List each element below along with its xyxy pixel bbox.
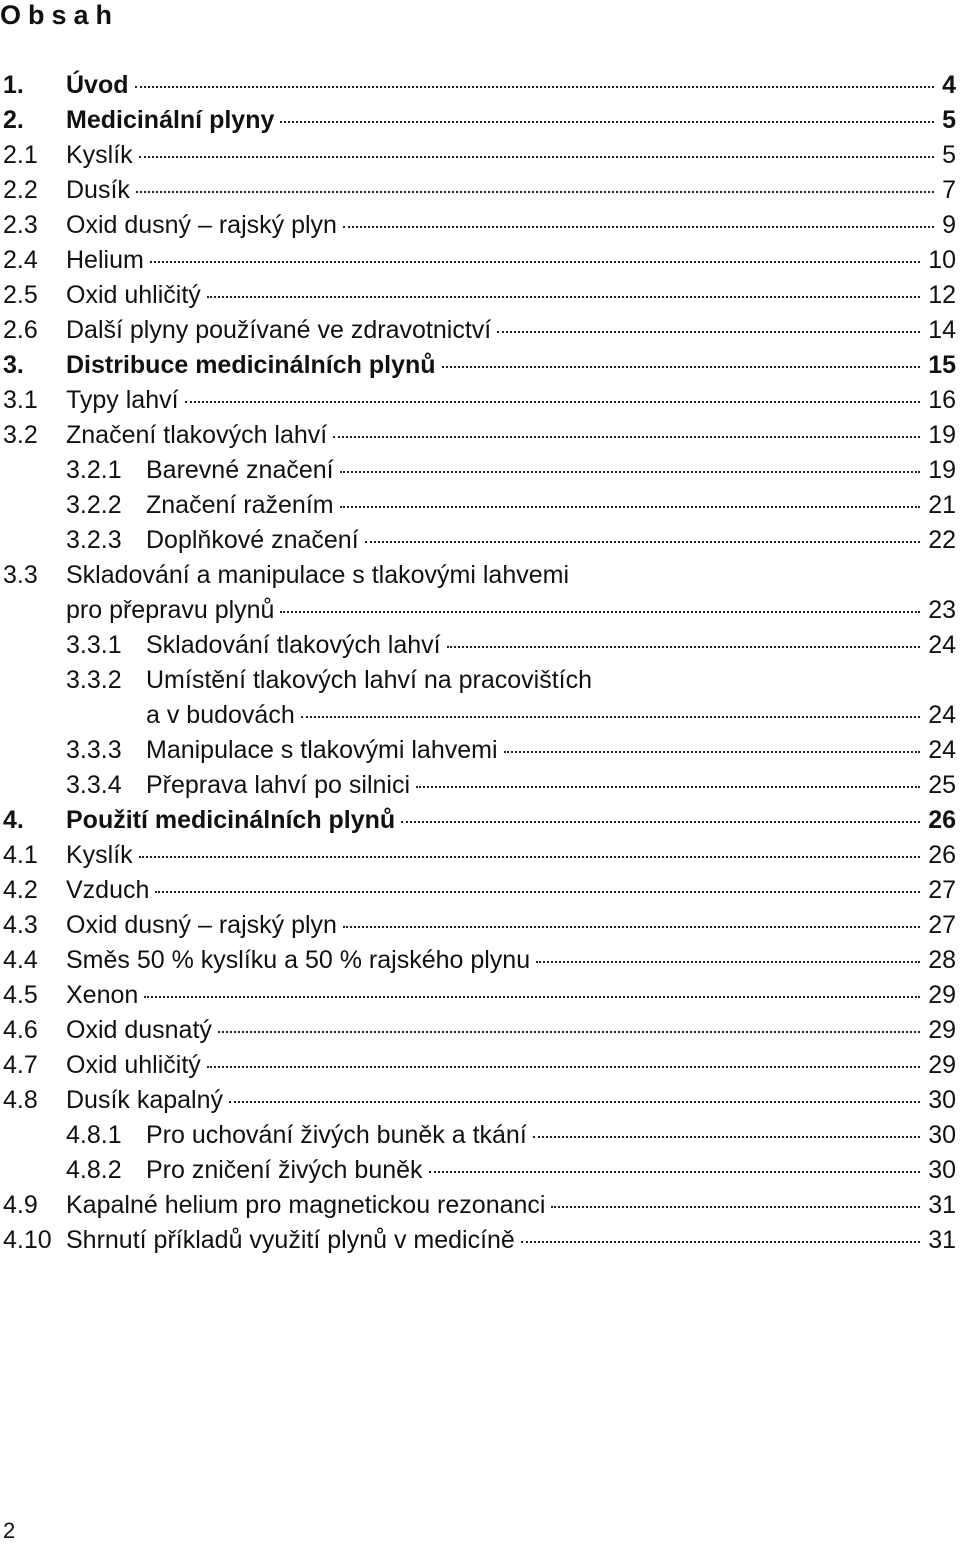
toc-entry-title: Oxid uhličitý <box>66 1048 207 1083</box>
dot-leader <box>343 226 934 228</box>
toc-entry-page: 22 <box>928 526 956 554</box>
toc-entry-number: 4.9 <box>3 1191 38 1219</box>
dot-leader <box>442 366 921 368</box>
toc-entry-number: 3.3 <box>3 561 38 589</box>
toc-entry[interactable] <box>0 138 956 173</box>
toc-entry-page: 21 <box>928 491 956 519</box>
toc-entry-title: Značení tlakových lahví <box>66 418 333 453</box>
toc-entry-page: 26 <box>928 841 956 869</box>
toc-entry[interactable] <box>0 348 956 383</box>
toc-entry-title: Doplňkové značení <box>146 523 365 558</box>
toc-entry-title: Kapalné helium pro magnetickou rezonanci <box>66 1188 551 1223</box>
toc-entry-page: 26 <box>928 806 956 834</box>
toc-entry-title: Směs 50 % kyslíku a 50 % rajského plynu <box>66 943 536 978</box>
toc-entry-title: Skladování a manipulace s tlakovými lahvemi <box>66 561 570 589</box>
toc-entry-page: 5 <box>942 141 956 169</box>
toc-entry-page: 27 <box>928 911 956 939</box>
toc-entry-title: Značení ražením <box>146 488 340 523</box>
toc-entry-title: Dusík kapalný <box>66 1083 229 1118</box>
toc-entry-number: 4.5 <box>3 981 38 1009</box>
toc-entry-page: 24 <box>928 631 956 659</box>
page-title: Obsah <box>0 0 120 30</box>
toc-entry[interactable] <box>0 1013 956 1048</box>
toc-entry[interactable] <box>0 488 956 523</box>
toc-entry-number: 3.3.1 <box>66 631 122 659</box>
dot-leader <box>207 1066 920 1068</box>
dot-leader <box>280 121 934 123</box>
toc-entry[interactable] <box>0 978 956 1013</box>
dot-leader <box>533 1136 920 1138</box>
toc-entry[interactable] <box>0 1118 956 1153</box>
toc-entry-number: 2.4 <box>3 246 38 274</box>
toc-entry-page: 19 <box>928 456 956 484</box>
toc-entry-page: 24 <box>928 701 956 729</box>
dot-leader <box>401 821 920 823</box>
toc-entry-number: 3.3.4 <box>66 771 122 799</box>
toc-entry-title: Xenon <box>66 978 144 1013</box>
toc-entry[interactable] <box>0 593 956 628</box>
dot-leader <box>139 856 921 858</box>
dot-leader <box>333 436 920 438</box>
toc-entry-page: 25 <box>928 771 956 799</box>
toc-entry-page: 29 <box>928 1051 956 1079</box>
toc-entry-page: 30 <box>928 1121 956 1149</box>
toc-entry[interactable] <box>0 1153 956 1188</box>
dot-leader <box>185 401 921 403</box>
toc-entry[interactable] <box>0 278 956 313</box>
toc-entry-number: 3.1 <box>3 386 38 414</box>
dot-leader <box>536 961 920 963</box>
toc-entry-number: 4.6 <box>3 1016 38 1044</box>
dot-leader <box>365 541 921 543</box>
toc-entry[interactable] <box>0 453 956 488</box>
toc-entry-number: 2.6 <box>3 316 38 344</box>
toc-entry-title: Oxid dusný – rajský plyn <box>66 208 343 243</box>
toc-entry-title: Medicinální plyny <box>66 103 280 138</box>
toc-entry[interactable] <box>0 103 956 138</box>
dot-leader <box>416 786 920 788</box>
toc-entry[interactable] <box>0 313 956 348</box>
toc-entry-title: Úvod <box>66 68 135 103</box>
toc-entry-page: 19 <box>928 421 956 449</box>
toc-entry-number: 4.8 <box>3 1086 38 1114</box>
toc-entry-title: Typy lahví <box>66 383 185 418</box>
toc-entry-page: 31 <box>928 1226 956 1254</box>
toc-entry-title: Kyslík <box>66 138 139 173</box>
toc-entry-page: 24 <box>928 736 956 764</box>
toc-entry[interactable] <box>0 1223 956 1258</box>
toc-entry-title: Přeprava lahví po silnici <box>146 768 416 803</box>
toc-entry-title: Vzduch <box>66 873 155 908</box>
toc-entry[interactable] <box>0 1188 956 1223</box>
toc-entry-number: 1. <box>3 71 24 99</box>
toc-entry-title: Oxid dusný – rajský plyn <box>66 908 343 943</box>
dot-leader <box>497 331 920 333</box>
toc-entry-number: 3.3.3 <box>66 736 122 764</box>
dot-leader <box>301 716 920 718</box>
dot-leader <box>280 611 920 613</box>
toc-entry-number: 3.2.2 <box>66 491 122 519</box>
toc-entry-number: 3.2.3 <box>66 526 122 554</box>
toc-entry-title: Shrnutí příkladů využití plynů v medicíně <box>66 1223 521 1258</box>
toc-entry[interactable] <box>0 1048 956 1083</box>
toc-entry-number: 2.1 <box>3 141 38 169</box>
toc-entry-number: 4.4 <box>3 946 38 974</box>
toc-entry-number: 4.2 <box>3 876 38 904</box>
toc-entry-title: Distribuce medicinálních plynů <box>66 348 442 383</box>
page-number: 2 <box>3 1518 16 1543</box>
toc-entry-page: 4 <box>942 71 956 99</box>
toc-entry-number: 4.8.1 <box>66 1121 122 1149</box>
toc-entry[interactable] <box>0 733 956 768</box>
toc-entry-number: 3.2 <box>3 421 38 449</box>
toc-entry[interactable] <box>0 523 956 558</box>
toc-entry-title: Oxid uhličitý <box>66 278 207 313</box>
toc-entry-title: Helium <box>66 243 150 278</box>
toc-entry-title: Oxid dusnatý <box>66 1013 218 1048</box>
toc-entry-number: 3. <box>3 351 24 379</box>
toc-entry-number: 4.8.2 <box>66 1156 122 1184</box>
toc-entry[interactable] <box>0 698 956 733</box>
toc-entry-page: 9 <box>942 211 956 239</box>
table-of-contents <box>0 68 956 1258</box>
toc-entry-title: Použití medicinálních plynů <box>66 803 401 838</box>
toc-entry-page: 31 <box>928 1191 956 1219</box>
dot-leader <box>144 996 920 998</box>
toc-entry-page: 30 <box>928 1156 956 1184</box>
toc-entry[interactable] <box>0 558 956 593</box>
toc-entry[interactable] <box>0 383 956 418</box>
toc-entry-page: 23 <box>928 596 956 624</box>
toc-entry-page: 10 <box>928 246 956 274</box>
toc-entry-title: Skladování tlakových lahví <box>146 628 447 663</box>
dot-leader <box>150 261 920 263</box>
toc-entry-number: 2. <box>3 106 24 134</box>
toc-entry-number: 4.7 <box>3 1051 38 1079</box>
toc-entry-page: 5 <box>942 106 956 134</box>
toc-entry-number: 4.3 <box>3 911 38 939</box>
dot-leader <box>229 1101 920 1103</box>
toc-entry-page: 29 <box>928 981 956 1009</box>
toc-entry-page: 29 <box>928 1016 956 1044</box>
dot-leader <box>340 506 921 508</box>
dot-leader <box>429 1171 921 1173</box>
toc-entry[interactable] <box>0 803 956 838</box>
toc-entry[interactable] <box>0 628 956 663</box>
dot-leader <box>343 926 920 928</box>
dot-leader <box>551 1206 920 1208</box>
toc-entry-number: 2.3 <box>3 211 38 239</box>
toc-entry-title: Dusík <box>66 173 136 208</box>
toc-entry-number: 2.2 <box>3 176 38 204</box>
toc-entry-page: 12 <box>928 281 956 309</box>
toc-entry-page: 28 <box>928 946 956 974</box>
dot-leader <box>136 191 934 193</box>
dot-leader <box>521 1241 920 1243</box>
toc-entry-number: 3.3.2 <box>66 666 122 694</box>
toc-entry-title: Umístění tlakových lahví na pracovištích <box>146 666 593 694</box>
toc-entry-title: Další plyny používané ve zdravotnictví <box>66 313 497 348</box>
toc-entry[interactable] <box>0 68 956 103</box>
toc-entry[interactable] <box>0 208 956 243</box>
toc-entry[interactable] <box>0 173 956 208</box>
dot-leader <box>139 156 934 158</box>
toc-entry[interactable] <box>0 1083 956 1118</box>
toc-entry-title: pro přepravu plynů <box>66 593 280 628</box>
toc-entry-page: 16 <box>928 386 956 414</box>
toc-entry-title: a v budovách <box>146 698 301 733</box>
toc-entry-page: 27 <box>928 876 956 904</box>
dot-leader <box>504 751 921 753</box>
toc-entry-number: 4.1 <box>3 841 38 869</box>
dot-leader <box>340 471 921 473</box>
toc-entry[interactable] <box>0 663 956 698</box>
toc-entry-page: 30 <box>928 1086 956 1114</box>
toc-entry-number: 4.10 <box>3 1226 52 1254</box>
toc-entry[interactable] <box>0 418 956 453</box>
toc-entry-title: Barevné značení <box>146 453 340 488</box>
toc-entry-title: Pro zničení živých buněk <box>146 1153 429 1188</box>
toc-entry-title: Manipulace s tlakovými lahvemi <box>146 733 504 768</box>
toc-entry[interactable] <box>0 768 956 803</box>
dot-leader <box>218 1031 920 1033</box>
toc-entry-number: 2.5 <box>3 281 38 309</box>
toc-entry-page: 14 <box>928 316 956 344</box>
toc-entry[interactable] <box>0 838 956 873</box>
toc-entry[interactable] <box>0 908 956 943</box>
toc-entry-page: 7 <box>942 176 956 204</box>
dot-leader <box>135 86 935 88</box>
toc-entry[interactable] <box>0 943 956 978</box>
toc-entry[interactable] <box>0 243 956 278</box>
toc-entry[interactable] <box>0 873 956 908</box>
toc-entry-title: Pro uchování živých buněk a tkání <box>146 1118 533 1153</box>
toc-entry-number: 3.2.1 <box>66 456 122 484</box>
toc-entry-number: 4. <box>3 806 24 834</box>
dot-leader <box>447 646 921 648</box>
dot-leader <box>207 296 920 298</box>
toc-entry-page: 15 <box>928 351 956 379</box>
dot-leader <box>155 891 920 893</box>
toc-entry-title: Kyslík <box>66 838 139 873</box>
